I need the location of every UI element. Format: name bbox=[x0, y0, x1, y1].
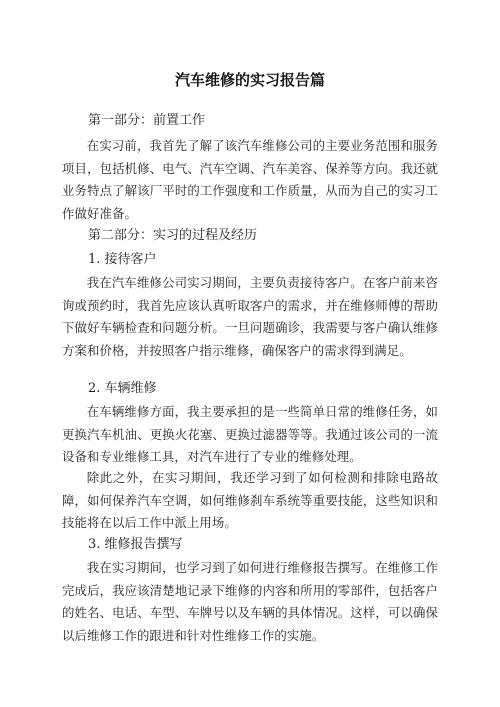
paragraph-skills: 除此之外，在实习期间，我还学习到了如何检测和排除电路故障，如何保养汽车空调，如何维修刹车系统等重要技能，这些知识和技能将在以后工作中派上用场。 bbox=[62, 470, 438, 530]
paragraph-report-writing: 我在实习期间，也学习到了如何进行维修报告撰写。在维修工作完成后，我应该清楚地记录下维修的内容和所用的零部件，包括客户的姓名、电话、车型、车牌号以及车辆的具体情况。这样，可以确保以后维修工作的跟进和针对性维修工作的实施。 bbox=[62, 560, 438, 643]
section-heading-part-one: 第一部分：前置工作 bbox=[88, 113, 206, 128]
paragraph-reception: 我在汽车维修公司实习期间，主要负责接待客户。在客户前来咨询或预约时，我首先应该认真听取客户的需求，并在维修师傅的帮助下做好车辆检查和问题分析。一旦问题确诊，我需要与客户确认维修方案和价格，并按照客户指示维修，确保客户的需求得到满足。 bbox=[62, 275, 438, 358]
paragraph-preparation: 在实习前，我首先了解了该汽车维修公司的主要业务范围和服务项目，包括机修、电气、汽车空调、汽车美容、保养等方向。我还就业务特点了解该厂平时的工作强度和工作质量，从而为自己的实习工作做好准备。 bbox=[62, 138, 438, 221]
subheading-report-writing: 3. 维修报告撰写 bbox=[88, 537, 183, 552]
subheading-reception: 1. 接待客户 bbox=[88, 252, 157, 267]
document-title: 汽车维修的实习报告篇 bbox=[174, 71, 325, 89]
paragraph-repair: 在车辆维修方面，我主要承担的是一些简单日常的维修任务，如更换汽车机油、更换火花塞、更换过滤器等等。我通过该公司的一流设备和专业维修工具，对汽车进行了专业的维修处理。 bbox=[62, 404, 438, 464]
subheading-repair: 2. 车辆维修 bbox=[88, 381, 157, 396]
section-heading-part-two: 第二部分：实习的过程及经历 bbox=[88, 228, 258, 243]
